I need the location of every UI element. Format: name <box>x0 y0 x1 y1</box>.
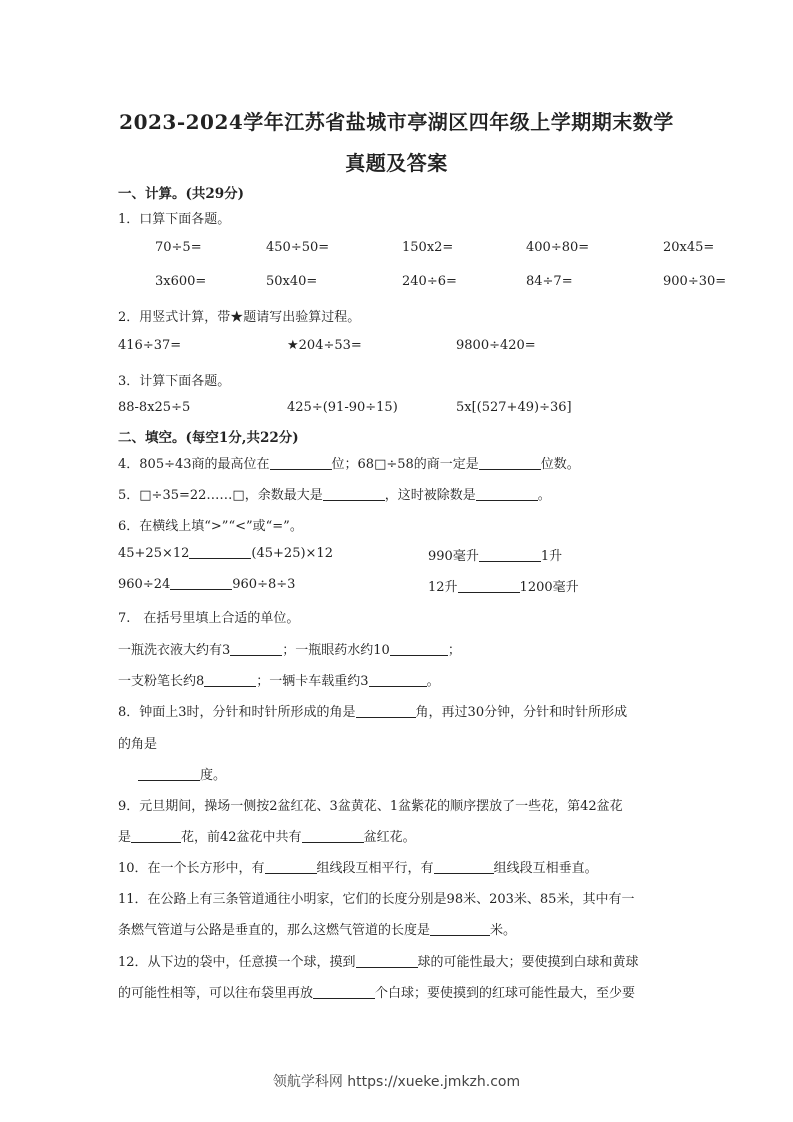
q1-item: 900÷30= <box>663 274 727 289</box>
q1-item: 84÷7= <box>526 274 573 289</box>
q7-text: 。 <box>426 674 440 689</box>
q7-text: ；一辆卡车载重约3 <box>256 674 369 689</box>
q5-text: 5．□÷35=22……□，余数最大是 <box>118 488 323 503</box>
q10-text: 组线段互相平行，有 <box>316 861 434 876</box>
q10-text: 组线段互相垂直。 <box>493 861 598 876</box>
q10-text: 10．在一个长方形中，有 <box>118 861 265 876</box>
q12-text: 的可能性相等，可以往布袋里再放 <box>118 986 314 1001</box>
question-8-line3 <box>138 764 226 783</box>
q7-label: 7. 在括号里填上合适的单位。 <box>118 611 300 626</box>
q7-text: 一支粉笔长约8 <box>118 674 205 689</box>
q6-text: 1200毫升 <box>519 580 579 595</box>
question-9-line2 <box>118 826 416 845</box>
q6-text: (45+25)×12 <box>251 546 333 561</box>
answer-blank[interactable] <box>138 767 200 781</box>
q1-item: 20x45= <box>663 240 715 255</box>
q2-item: 9800÷420= <box>456 338 536 353</box>
answer-blank[interactable] <box>302 829 364 843</box>
answer-blank[interactable] <box>313 985 375 999</box>
answer-blank[interactable] <box>265 860 317 874</box>
q5-text: ，这时被除数是 <box>384 488 476 503</box>
answer-blank[interactable] <box>189 545 251 559</box>
q9-text: 是 <box>118 830 132 845</box>
answer-blank[interactable] <box>323 487 385 501</box>
q3-item: 88-8x25÷5 <box>118 400 191 415</box>
answer-blank[interactable] <box>131 829 181 843</box>
q1-item: 70÷5= <box>155 240 202 255</box>
q6-row-c <box>118 576 295 592</box>
q2-item: ★204÷53= <box>287 338 362 353</box>
q6-row-a <box>118 545 333 561</box>
q8-text: 8．钟面上3时，分针和时针所形成的角是 <box>118 705 356 720</box>
answer-blank[interactable] <box>170 576 232 590</box>
q4-text: 位；68□÷58的商一定是 <box>331 457 479 472</box>
q8-text: 度。 <box>200 768 227 783</box>
question-11-line2 <box>118 919 516 938</box>
q7-text: ；一瓶眼药水约10 <box>282 643 390 658</box>
q8-text: 的角是 <box>118 737 158 752</box>
question-12-line1 <box>118 951 639 970</box>
question-10 <box>118 857 598 876</box>
q6-row-b <box>428 545 562 564</box>
q6-text: 990毫升 <box>428 549 479 564</box>
question-8-line1 <box>118 701 627 720</box>
q2-label: 2．用竖式计算，带★题请写出验算过程。 <box>118 310 361 325</box>
answer-blank[interactable] <box>390 642 448 656</box>
q3-item: 425÷(91-90÷15) <box>287 400 398 415</box>
q1-item: 150x2= <box>402 240 454 255</box>
question-5 <box>118 484 551 503</box>
q9-text: 花，前42盆花中共有 <box>181 830 302 845</box>
answer-blank[interactable] <box>434 860 494 874</box>
answer-blank[interactable] <box>270 456 332 470</box>
q1-item: 400÷80= <box>526 240 590 255</box>
q3-label: 3．计算下面各题。 <box>118 374 231 389</box>
answer-blank[interactable] <box>356 954 418 968</box>
q1-item: 3x600= <box>155 274 207 289</box>
q6-text: 960÷8÷3 <box>232 577 296 592</box>
q7-text: ； <box>447 643 461 658</box>
question-4 <box>118 453 580 472</box>
q12-text: 个白球；要使摸到的红球可能性最大，至少要 <box>375 986 636 1001</box>
q4-text: 4．805÷43商的最高位在 <box>118 457 270 472</box>
q11-text: 米。 <box>490 923 517 938</box>
q7-line2 <box>118 670 440 689</box>
q1-label: 1．口算下面各题。 <box>118 212 231 227</box>
q3-item: 5x[(527+49)÷36] <box>456 400 572 415</box>
q2-item: 416÷37= <box>118 338 182 353</box>
q6-row-d <box>428 576 579 595</box>
answer-blank[interactable] <box>430 922 490 936</box>
q6-text: 45+25×12 <box>118 546 190 561</box>
answer-blank[interactable] <box>369 673 427 687</box>
q11-text: 11．在公路上有三条管道通往小明家，它们的长度分别是98米、203米、85米，其中有一 <box>118 892 635 907</box>
q4-text: 位数。 <box>540 457 580 472</box>
section2-heading: 二、填空。(每空1分,共22分) <box>118 430 299 446</box>
q11-text: 条燃气管道与公路是垂直的，那么这燃气管道的长度是 <box>118 923 431 938</box>
document-title-line2: 真题及答案 <box>345 151 448 175</box>
answer-blank[interactable] <box>458 579 520 593</box>
q9-text: 9．元旦期间，操场一侧按2盆红花、3盆黄花、1盆紫花的顺序摆放了一些花，第42盆花 <box>118 799 623 814</box>
q6-text: 1升 <box>540 549 563 564</box>
q1-item: 50x40= <box>266 274 318 289</box>
q8-text: 角，再过30分钟，分针和时针所形成 <box>415 705 628 720</box>
answer-blank[interactable] <box>479 548 541 562</box>
section1-heading: 一、计算。(共29分) <box>118 186 245 202</box>
q6-text: 960÷24 <box>118 577 171 592</box>
q9-text: 盆红花。 <box>363 830 416 845</box>
q12-text: 12．从下边的袋中，任意摸一个球，摸到 <box>118 955 356 970</box>
q7-line1 <box>118 639 461 658</box>
question-12-line2 <box>118 982 635 1001</box>
answer-blank[interactable] <box>479 456 541 470</box>
answer-blank[interactable] <box>230 642 282 656</box>
q6-text: 12升 <box>428 580 458 595</box>
footer-watermark: 领航学科网 https://xueke.jmkzh.com <box>272 1074 521 1090</box>
document-title-line1: 2023-2024学年江苏省盐城市亭湖区四年级上学期期末数学 <box>119 110 674 134</box>
q12-text: 球的可能性最大；要使摸到白球和黄球 <box>417 955 639 970</box>
q1-item: 450÷50= <box>266 240 330 255</box>
answer-blank[interactable] <box>476 487 538 501</box>
q6-label: 6．在横线上填“>”“<”或“=”。 <box>118 519 303 534</box>
q1-item: 240÷6= <box>402 274 457 289</box>
answer-blank[interactable] <box>356 704 416 718</box>
q7-text: 一瓶洗衣液大约有3 <box>118 643 231 658</box>
answer-blank[interactable] <box>204 673 256 687</box>
q5-text: 。 <box>537 488 551 503</box>
